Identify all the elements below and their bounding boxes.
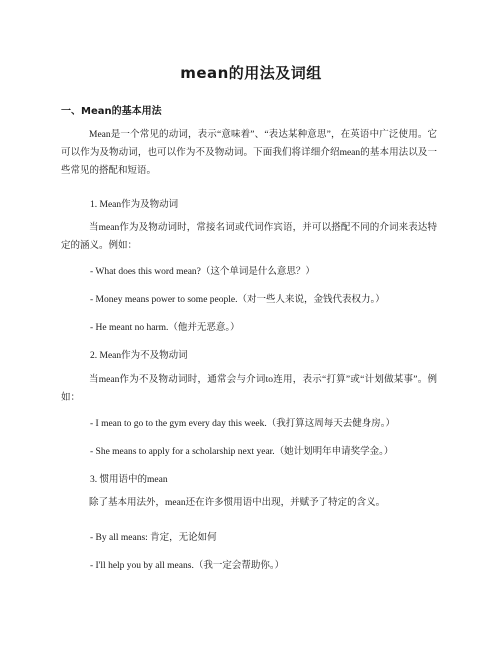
intransitive-description: 当mean作为不及物动词时，通常会与介词to连用，表示“打算”或“计划做某事”。例如： xyxy=(61,375,437,403)
example-line: - By all means: 肯定，无论如何 xyxy=(90,533,217,543)
example-line: - She means to apply for a scholarship next year.（她计划明年申请奖学金。） xyxy=(90,447,394,457)
idioms-description: 除了基本用法外，mean还在许多惯用语中出现，并赋予了特定的含义。 xyxy=(89,498,386,508)
intro-paragraph: Mean是一个常见的动词，表示“意味着”、“表达某种意思”，在英语中广泛使用。它可以作为及物动词，也可以作为不及物动词。下面我们将详细介绍mean的基本用法以及一些常见的搭配和短语。 xyxy=(61,130,437,176)
subsection-title-idioms: 3. 惯用语中的mean xyxy=(90,475,168,485)
example-line: - What does this word mean?（这个单词是什么意思？） xyxy=(90,267,315,277)
example-line: - He meant no harm.（他并无恶意。） xyxy=(90,323,240,333)
example-line: - Money means power to some people.（对一些人来说，金钱代表权力。） xyxy=(90,295,385,305)
subsection-title-transitive: 1. Mean作为及物动词 xyxy=(90,200,179,210)
example-line: - I'll help you by all means.（我一定会帮助你。） xyxy=(90,561,285,571)
section-heading: 一、Mean的基本用法 xyxy=(61,106,162,117)
example-line: - I mean to go to the gym every day this week.（我打算这周每天去健身房。） xyxy=(90,419,396,429)
document-title: mean的用法及词组 xyxy=(180,64,322,82)
subsection-title-intransitive: 2. Mean作为不及物动词 xyxy=(90,351,188,361)
transitive-description: 当mean作为及物动词时，常接名词或代词作宾语，并可以搭配不同的介词来表达特定的涵义。例如： xyxy=(61,223,437,251)
